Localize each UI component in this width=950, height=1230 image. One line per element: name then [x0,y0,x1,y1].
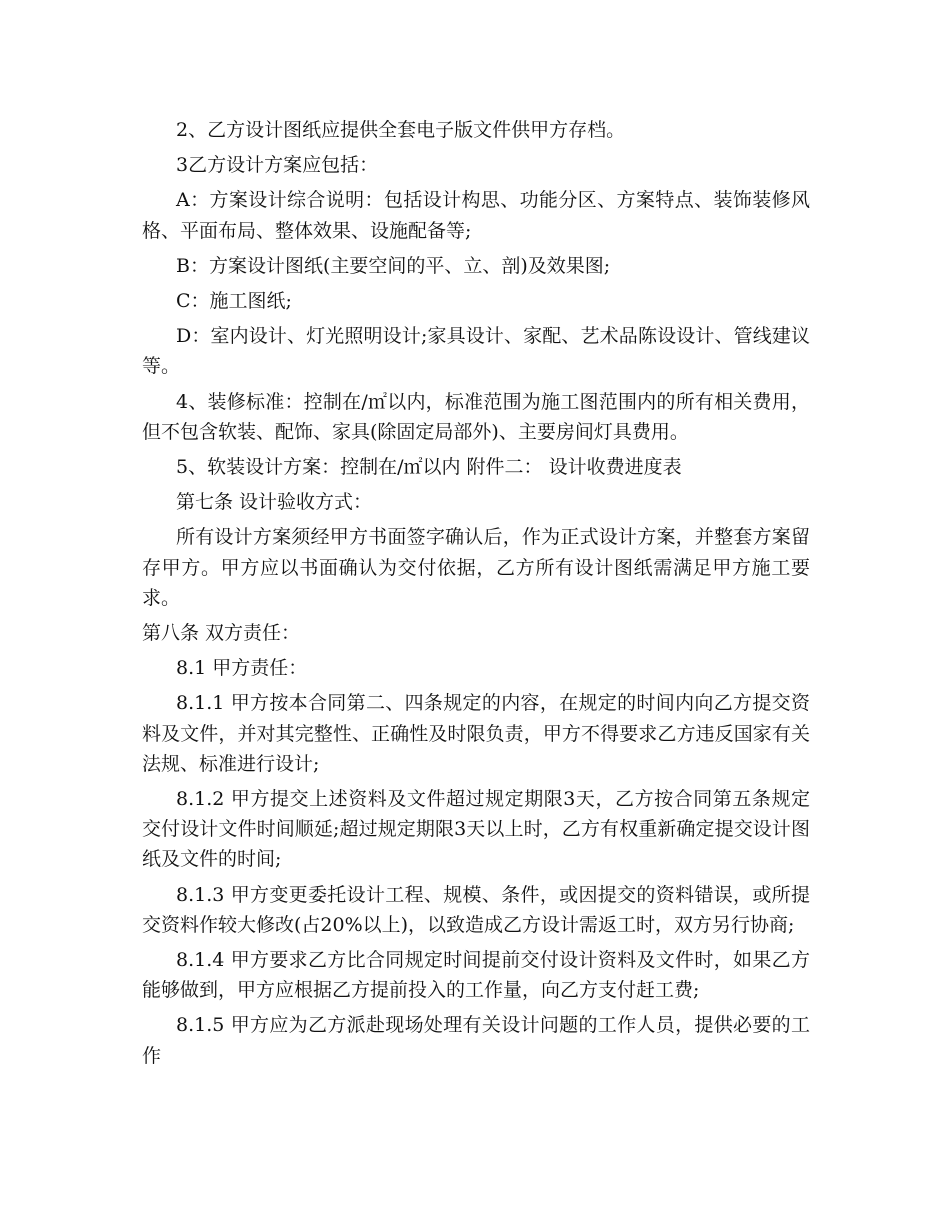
paragraph-a-scheme-description: A：方案设计综合说明：包括设计构思、功能分区、方案特点、装饰装修风格、平面布局、整体效果、设施配备等; [142,189,810,242]
section-8-1-heading: 8.1 甲方责任： [176,657,308,680]
clause-8-1-4: 8.1.4 甲方要求乙方比合同规定时间提前交付设计资料及文件时，如果乙方能够做到，甲方应根据乙方提前投入的工作量，向乙方支付赶工费; [142,949,810,1002]
paragraph-2-electronic-files: 2、乙方设计图纸应提供全套电子版文件供甲方存档。 [176,119,626,141]
article-7-heading: 第七条 设计验收方式： [176,491,373,514]
paragraph-acceptance: 所有设计方案须经甲方书面签字确认后，作为正式设计方案，并整套方案留存甲方。甲方应以书面确认为交付依据，乙方所有设计图纸需满足甲方施工要求。 [142,526,810,609]
paragraph-4-decoration-standard: 4、装修标准：控制在/㎡以内，标准范围为施工图范围内的所有相关费用，但不包含软装、配饰、家具(除固定局部外)、主要房间灯具费用。 [142,390,810,443]
clause-8-1-2: 8.1.2 甲方提交上述资料及文件超过规定期限3天，乙方按合同第五条规定交付设计文件时间顺延;超过规定期限3天以上时，乙方有权重新确定提交设计图纸及文件的时间; [142,788,810,871]
paragraph-b-scheme-drawings: B：方案设计图纸(主要空间的平、立、剖)及效果图; [176,254,611,277]
clause-8-1-1: 8.1.1 甲方按本合同第二、四条规定的内容，在规定的时间内向乙方提交资料及文件，并对其完整性、正确性及时限负责，甲方不得要求乙方违反国家有关法规、标准进行设计; [142,692,810,775]
clause-8-1-5: 8.1.5 甲方应为乙方派赴现场处理有关设计问题的工作人员，提供必要的工作 [142,1014,810,1067]
document-body [142,115,810,1076]
clause-8-1-3: 8.1.3 甲方变更委托设计工程、规模、条件，或因提交的资料错误，或所提交资料作较大修改(占20%以上)，以致造成乙方设计需返工时，双方另行协商; [142,883,810,936]
paragraph-c-construction-drawings: C：施工图纸; [176,290,292,313]
paragraph-d-interior-design: D：室内设计、灯光照明设计;家具设计、家配、艺术品陈设设计、管线建议等。 [142,325,810,378]
paragraph-5-soft-furnishing: 5、软装设计方案：控制在/㎡以内 附件二： 设计收费进度表 [176,456,682,479]
paragraph-3-design-scheme: 3乙方设计方案应包括： [176,154,379,177]
article-8-heading: 第八条 双方责任： [142,622,301,645]
